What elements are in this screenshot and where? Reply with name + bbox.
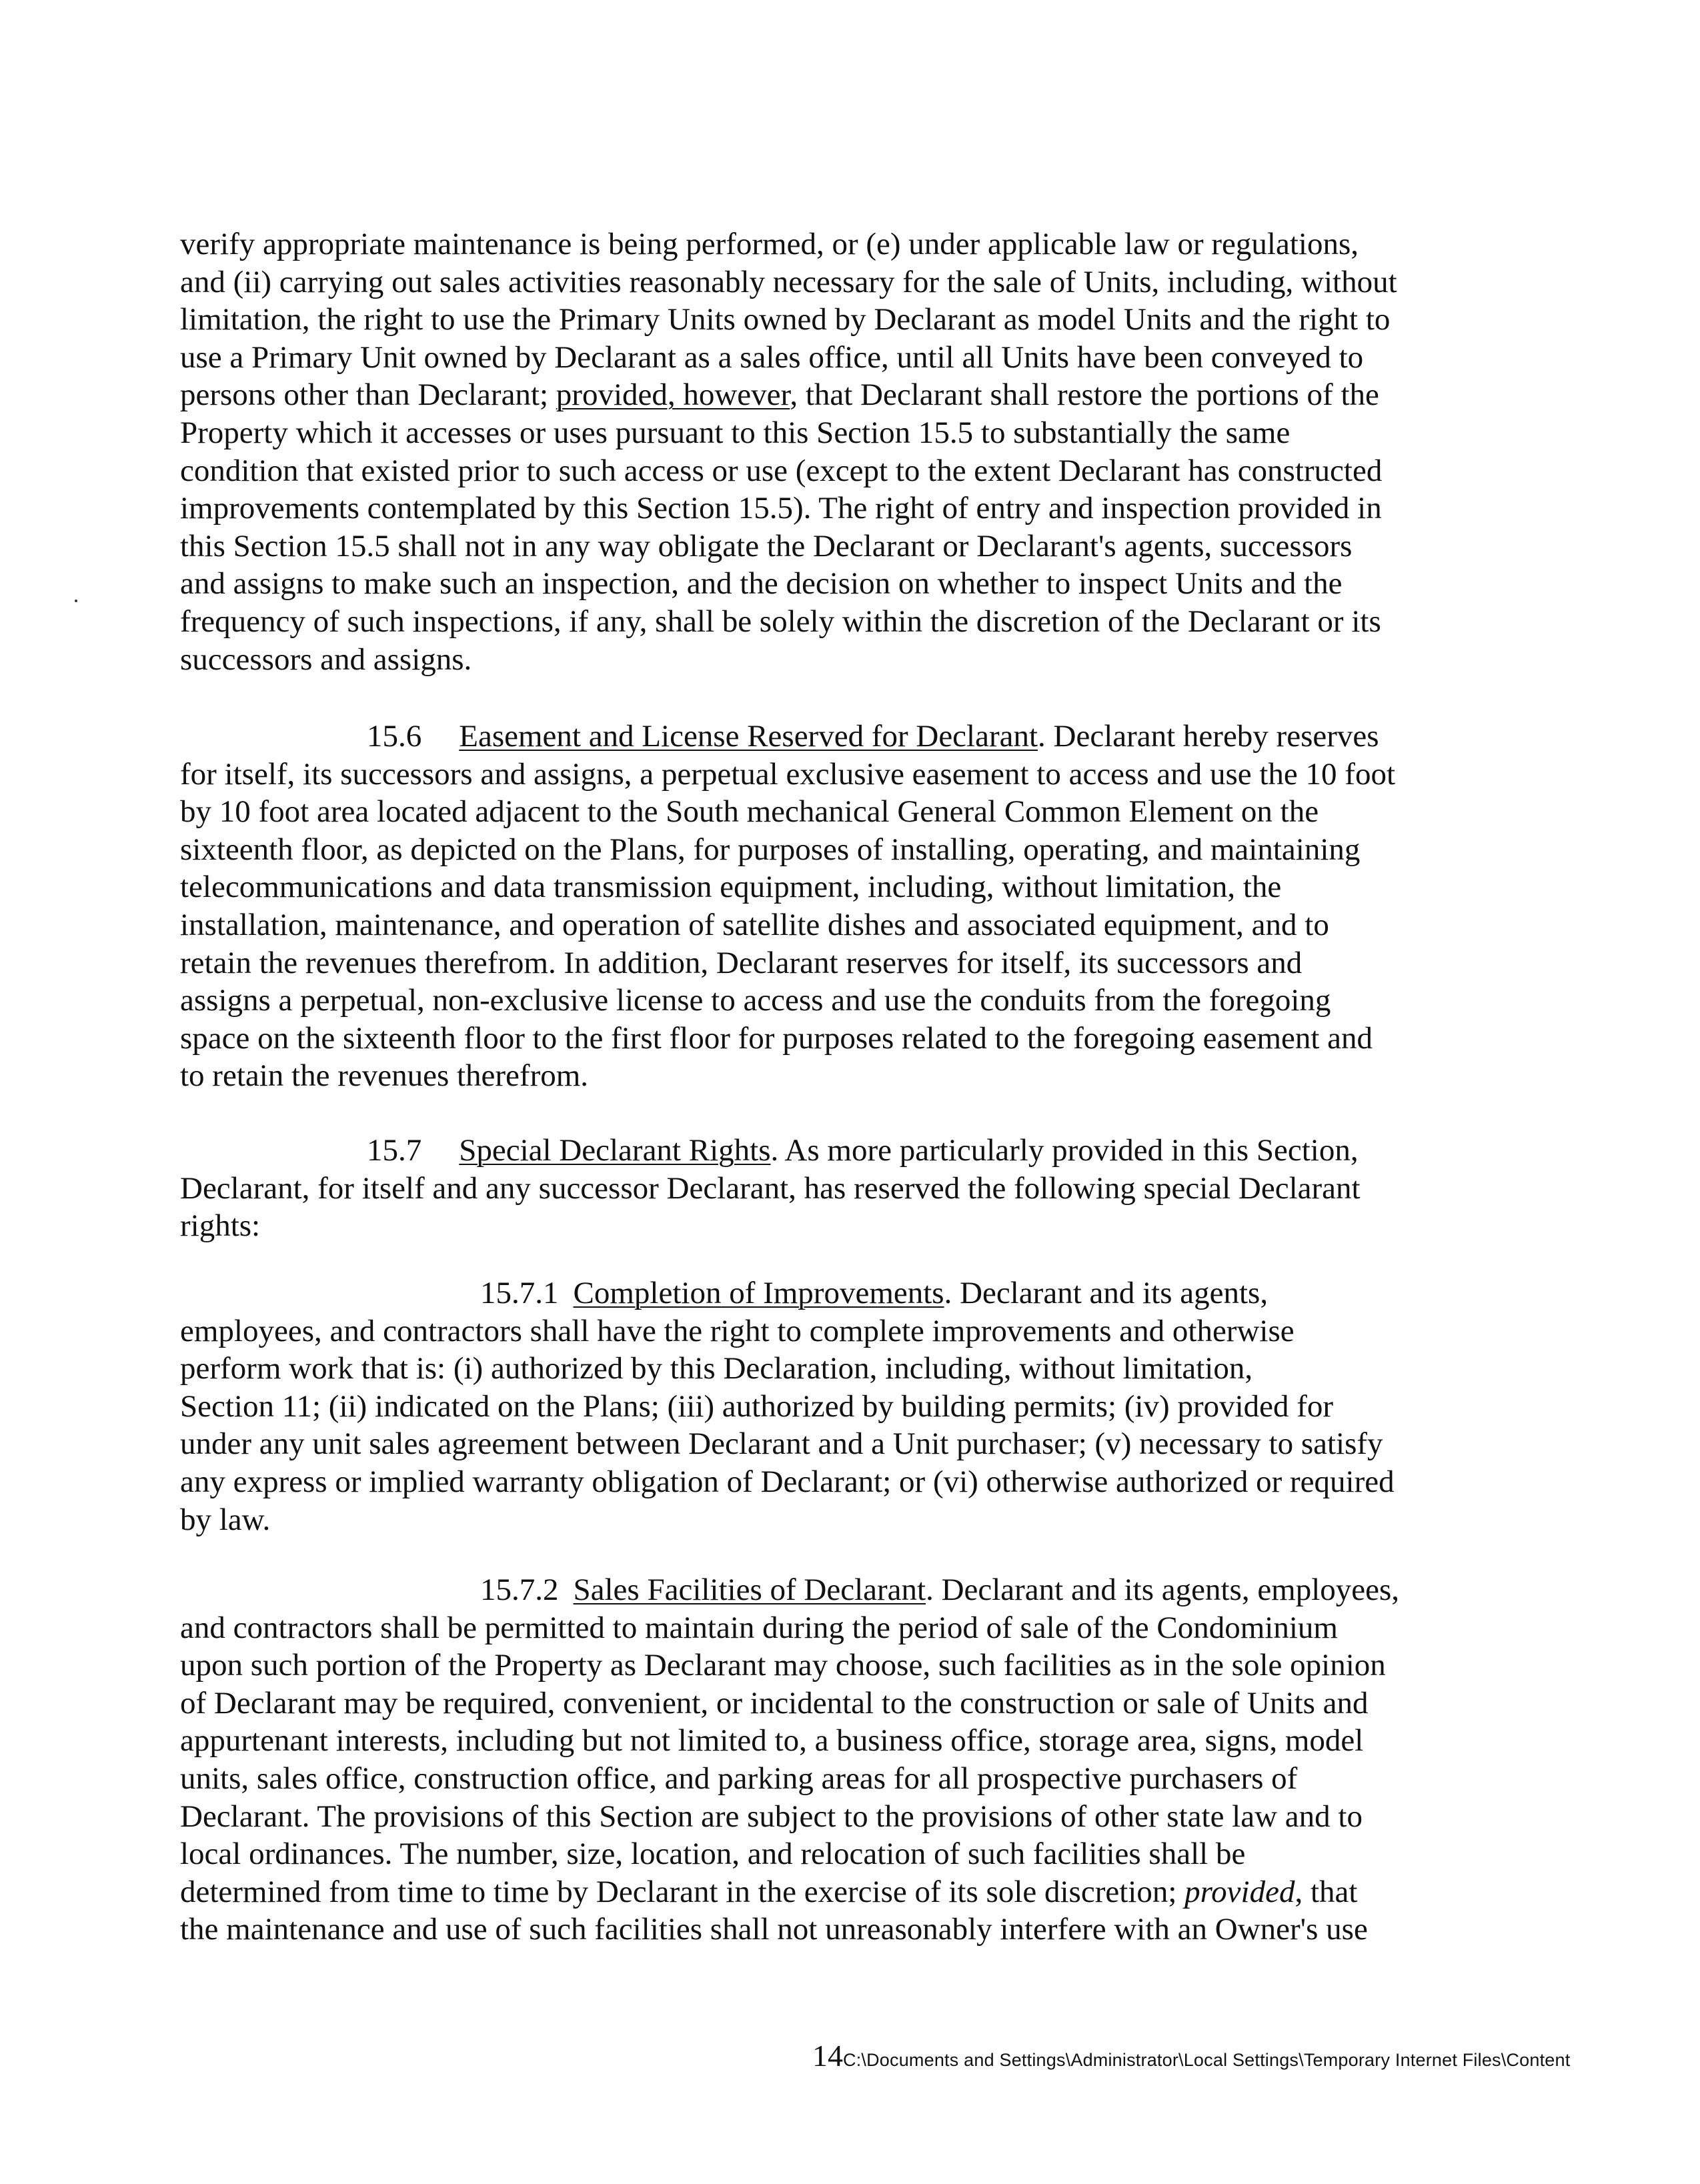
text-fragment: . Declarant and its agents, employees, (926, 1572, 1400, 1607)
text-line: rights: (180, 1208, 261, 1244)
text-fragment: , that (1295, 1874, 1358, 1909)
text-line: by law. (180, 1502, 271, 1537)
section-heading: Easement and License Reserved for Declarant (459, 719, 1038, 754)
text-line: use a Primary Unit owned by Declarant as a sales office, until all Units have been conveyed to (180, 339, 1364, 375)
provided-italic: provided (1184, 1874, 1295, 1909)
text-line: of Declarant may be required, convenient, or incidental to the construction or sale of Units and (180, 1685, 1369, 1721)
text-line: installation, maintenance, and operation of satellite dishes and associated equipment, and to (180, 907, 1329, 942)
text-line: limitation, the right to use the Primary Units owned by Declarant as model Units and the right to (180, 302, 1391, 337)
paragraph-15-5-continued (180, 225, 1494, 678)
text-line: appurtenant interests, including but not limited to, a business office, storage area, signs, model (180, 1723, 1364, 1759)
text-line: retain the revenues therefrom. In addition, Declarant reserves for itself, its successors and (180, 945, 1303, 980)
page-footer (812, 2038, 1570, 2073)
section-heading: Special Declarant Rights (459, 1133, 771, 1168)
text-line: assigns a perpetual, non-exclusive license to access and use the conduits from the foregoing (180, 983, 1331, 1018)
section-heading: Sales Facilities of Declarant (573, 1572, 926, 1607)
text-line: for itself, its successors and assigns, a perpetual exclusive easement to access and use the 10 foot (180, 756, 1396, 792)
text-line: by 10 foot area located adjacent to the South mechanical General Common Element on the (180, 794, 1319, 830)
section-number: 15.7.1 (480, 1276, 559, 1310)
text-line: successors and assigns. (180, 642, 472, 677)
text-fragment: determined from time to time by Declarant in the exercise of its sole discretion; (180, 1874, 1185, 1909)
text-line: improvements contemplated by this Section 15.5). The right of entry and inspection provided in (180, 491, 1382, 526)
text-line: units, sales office, construction office, and parking areas for all prospective purchasers of (180, 1761, 1298, 1796)
text-line: condition that existed prior to such access or use (except to the extent Declarant has constructed (180, 453, 1383, 488)
text-line: frequency of such inspections, if any, shall be solely within the discretion of the Declarant or its (180, 604, 1381, 639)
section-15-7-2 (180, 1571, 1494, 1949)
text-line: Declarant, for itself and any successor Declarant, has reserved the following special Declarant (180, 1170, 1361, 1206)
text-line: the maintenance and use of such facilities shall not unreasonably interfere with an Owner's use (180, 1912, 1368, 1947)
text-fragment: , that Declarant shall restore the portions of the (790, 377, 1379, 413)
provided-however-underlined: provided, however (556, 377, 790, 413)
text-line (180, 376, 1494, 414)
text-line: any express or implied warranty obligation of Declarant; or (vi) otherwise authorized or required (180, 1464, 1395, 1499)
section-heading-line (180, 1274, 1494, 1312)
page-number: 14 (812, 2039, 843, 2073)
text-line: local ordinances. The number, size, location, and relocation of such facilities shall be (180, 1837, 1246, 1872)
section-heading-line (180, 718, 1494, 756)
section-number: 15.6 (367, 719, 422, 754)
text-line: upon such portion of the Property as Declarant may choose, such facilities as in the sole opinion (180, 1648, 1386, 1683)
text-line: this Section 15.5 shall not in any way obligate the Declarant or Declarant's agents, successors (180, 528, 1353, 564)
text-fragment: . Declarant hereby reserves (1038, 719, 1379, 754)
text-line: and assigns to make such an inspection, and the decision on whether to inspect Units and the (180, 566, 1343, 602)
text-line: and contractors shall be permitted to maintain during the period of sale of the Condominium (180, 1610, 1338, 1645)
text-fragment: . As more particularly provided in this Section, (770, 1133, 1359, 1168)
text-line: and (ii) carrying out sales activities reasonably necessary for the sale of Units, including, without (180, 264, 1397, 299)
text-fragment: persons other than Declarant; (180, 377, 556, 413)
text-line: Declarant. The provisions of this Section are subject to the provisions of other state law and to (180, 1799, 1363, 1834)
text-line: employees, and contractors shall have the right to complete improvements and otherwise (180, 1313, 1295, 1348)
text-line: telecommunications and data transmission equipment, including, without limitation, the (180, 870, 1282, 905)
text-line: perform work that is: (i) authorized by this Declaration, including, without limitation, (180, 1351, 1253, 1386)
section-heading: Completion of Improvements (573, 1276, 944, 1310)
section-15-6 (180, 718, 1494, 1095)
section-number: 15.7.2 (480, 1572, 559, 1607)
text-line: under any unit sales agreement between Declarant and a Unit purchaser; (v) necessary to satisfy (180, 1426, 1383, 1462)
section-number: 15.7 (367, 1133, 422, 1168)
file-path: C:\Documents and Settings\Administrator\Local Settings\Temporary Internet Files\Content (843, 2050, 1571, 2070)
text-line (180, 1873, 1494, 1911)
text-line: Section 11; (ii) indicated on the Plans; (iii) authorized by building permits; (iv) provided for (180, 1388, 1334, 1424)
section-heading-line (180, 1571, 1494, 1609)
section-15-7 (180, 1132, 1494, 1245)
section-15-7-1 (180, 1274, 1494, 1538)
text-line: to retain the revenues therefrom. (180, 1058, 589, 1094)
text-line: verify appropriate maintenance is being performed, or (e) under applicable law or regulations, (180, 227, 1359, 261)
text-line: sixteenth floor, as depicted on the Plans, for purposes of installing, operating, and maintaining (180, 832, 1361, 867)
text-line: Property which it accesses or uses pursuant to this Section 15.5 to substantially the same (180, 415, 1291, 450)
text-fragment: . Declarant and its agents, (944, 1276, 1268, 1310)
text-line: space on the sixteenth floor to the first floor for purposes related to the foregoing easement and (180, 1020, 1373, 1056)
scan-speck (75, 600, 77, 602)
section-heading-line (180, 1132, 1494, 1170)
